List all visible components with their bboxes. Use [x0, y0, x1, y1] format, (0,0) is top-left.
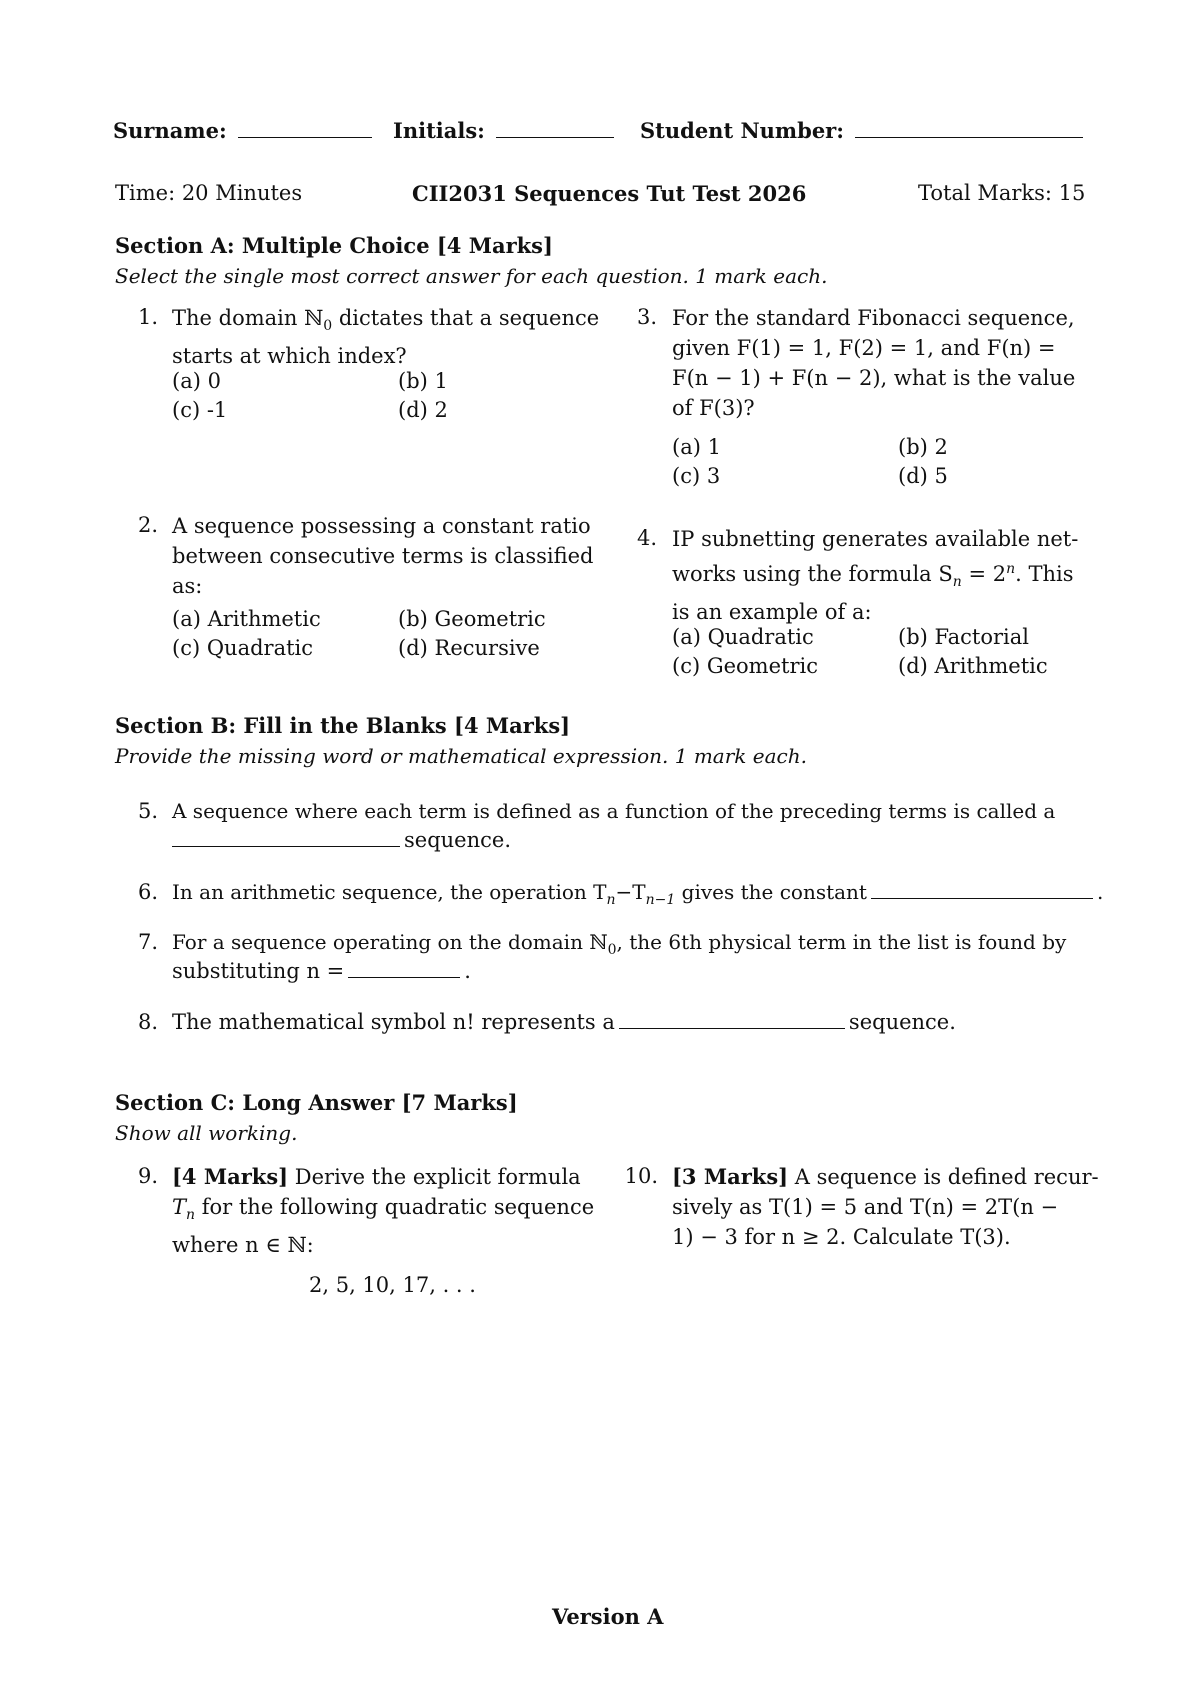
q2-number: 2.	[137, 513, 158, 537]
q5-line2	[172, 828, 511, 852]
q9-text	[172, 1162, 594, 1260]
q4-line2a: works using the formula S	[672, 562, 953, 586]
q2-line1: A sequence possessing a constant ratio	[172, 514, 591, 538]
q9-line1: Derive the explicit formula	[288, 1165, 581, 1189]
q4-line2b: = 2	[961, 562, 1007, 586]
q10-line2: sively as T(1) = 5 and T(n) = 2T(n −	[672, 1195, 1059, 1219]
q10-line1: A sequence is defined recur-	[788, 1165, 1099, 1189]
q8-blank[interactable]	[619, 1027, 845, 1029]
q1-option-c[interactable]: (c) -1	[172, 398, 228, 422]
q7-blank[interactable]	[348, 976, 460, 978]
q8-b: sequence.	[848, 1010, 956, 1034]
q9-number: 9.	[137, 1164, 158, 1188]
q2-option-c[interactable]: (c) Quadratic	[172, 636, 314, 660]
section-c-title: Section C: Long Answer [7 Marks]	[115, 1090, 518, 1115]
q6-text	[172, 880, 1103, 908]
q6-sub1: n	[606, 892, 616, 908]
q1-option-b[interactable]: (b) 1	[398, 369, 448, 393]
q6-sub2: n−1	[645, 892, 676, 908]
q4-sub: n	[952, 574, 962, 591]
q7-line2-text: substituting n =	[172, 959, 345, 983]
q5-number: 5.	[137, 799, 158, 823]
q1-line1b: dictates that a sequence	[332, 306, 600, 330]
q6-number: 6.	[137, 880, 158, 904]
section-a-title: Section A: Multiple Choice [4 Marks]	[115, 233, 553, 258]
q6-blank[interactable]	[871, 897, 1093, 899]
student-number-label: Student Number:	[640, 118, 845, 143]
q2-option-d[interactable]: (d) Recursive	[398, 636, 540, 660]
initials-field	[393, 118, 618, 143]
q6-c: gives the constant	[675, 880, 867, 904]
q9-line2b: for the following quadratic sequence	[195, 1195, 595, 1219]
q3-option-c[interactable]: (c) 3	[672, 464, 721, 488]
q8-number: 8.	[137, 1010, 158, 1034]
q3-number: 3.	[636, 305, 657, 329]
initials-blank[interactable]	[496, 136, 614, 138]
q4-option-a[interactable]: (a) Quadratic	[672, 625, 814, 649]
q4-line2c: . This	[1015, 562, 1074, 586]
q2-option-a[interactable]: (a) Arithmetic	[172, 607, 321, 631]
q2-line2: between consecutive terms is classified	[172, 544, 594, 568]
q5-line2-text: sequence.	[404, 828, 511, 852]
q6-a: In an arithmetic sequence, the operation T	[172, 880, 607, 904]
q4-line3: is an example of a:	[672, 600, 872, 625]
q7-line1a: For a sequence operating on the domain ℕ	[172, 930, 608, 954]
q1-option-d[interactable]: (d) 2	[398, 398, 448, 422]
q6-end: .	[1096, 880, 1104, 904]
q9-sub: n	[186, 1207, 196, 1224]
q9-marks: [4 Marks]	[172, 1164, 289, 1189]
time-limit: Time: 20 Minutes	[115, 181, 303, 205]
q3-line3: F(n − 1) + F(n − 2), what is the value	[672, 366, 1076, 390]
q4-sup: n	[1006, 561, 1016, 577]
student-number-blank[interactable]	[855, 136, 1083, 138]
section-b-title: Section B: Fill in the Blanks [4 Marks]	[115, 713, 571, 738]
q7-number: 7.	[137, 930, 158, 954]
surname-label: Surname:	[113, 118, 227, 143]
q9-line3: where n ∈ ℕ:	[172, 1233, 314, 1258]
surname-blank[interactable]	[238, 136, 372, 138]
q3-option-d[interactable]: (d) 5	[898, 464, 948, 488]
q4-line1: IP subnetting generates available net-	[672, 527, 1079, 551]
q1-sub: 0	[323, 318, 333, 335]
version-label: Version A	[552, 1604, 664, 1629]
q7-sub: 0	[607, 942, 617, 958]
q1-text	[172, 303, 599, 371]
q4-number: 4.	[636, 526, 657, 550]
q9-line2a: T	[172, 1195, 187, 1219]
q10-text	[672, 1162, 1099, 1252]
q2-option-b[interactable]: (b) Geometric	[398, 607, 546, 631]
q8-text	[172, 1010, 956, 1034]
q1-option-a[interactable]: (a) 0	[172, 369, 221, 393]
section-c-instruction: Show all working.	[115, 1121, 298, 1145]
total-marks: Total Marks: 15	[918, 181, 1086, 205]
section-b-instruction: Provide the missing word or mathematical expression. 1 mark each.	[115, 744, 807, 768]
q3-line4: of F(3)?	[672, 396, 755, 420]
q3-option-a[interactable]: (a) 1	[672, 435, 721, 459]
q1-line2: starts at which index?	[172, 344, 407, 369]
q6-b: −T	[615, 880, 646, 904]
q4-option-c[interactable]: (c) Geometric	[672, 654, 818, 678]
q1-number: 1.	[137, 305, 158, 329]
q7-line2	[172, 959, 471, 983]
q3-line2: given F(1) = 1, F(2) = 1, and F(n) =	[672, 336, 1056, 360]
student-number-field	[640, 118, 1087, 143]
q3-text	[672, 303, 1075, 423]
q4-text	[672, 524, 1078, 627]
q10-number: 10.	[624, 1164, 658, 1188]
q5-line1: A sequence where each term is defined as a function of the preceding terms is called a	[172, 799, 1056, 823]
q7-line1b: , the 6th physical term in the list is found by	[616, 930, 1067, 954]
q7-end: .	[464, 959, 471, 983]
q7-line1	[172, 930, 1066, 958]
q10-line3: 1) − 3 for n ≥ 2. Calculate T(3).	[672, 1225, 1011, 1249]
q5-blank[interactable]	[172, 845, 400, 847]
initials-label: Initials:	[393, 118, 485, 143]
q2-text	[172, 511, 593, 601]
surname-field	[113, 118, 376, 143]
test-title: CII2031 Sequences Tut Test 2026	[412, 181, 807, 206]
q9-sequence: 2, 5, 10, 17, . . .	[309, 1273, 476, 1297]
q4-option-d[interactable]: (d) Arithmetic	[898, 654, 1048, 678]
section-a-instruction: Select the single most correct answer for each question. 1 mark each.	[115, 264, 828, 288]
q3-option-b[interactable]: (b) 2	[898, 435, 948, 459]
q1-line1: The domain ℕ	[172, 306, 324, 330]
q2-line3: as:	[172, 574, 203, 598]
q4-option-b[interactable]: (b) Factorial	[898, 625, 1030, 649]
q3-line1: For the standard Fibonacci sequence,	[672, 306, 1075, 330]
q10-marks: [3 Marks]	[672, 1164, 789, 1189]
q8-a: The mathematical symbol n! represents a	[172, 1010, 615, 1034]
